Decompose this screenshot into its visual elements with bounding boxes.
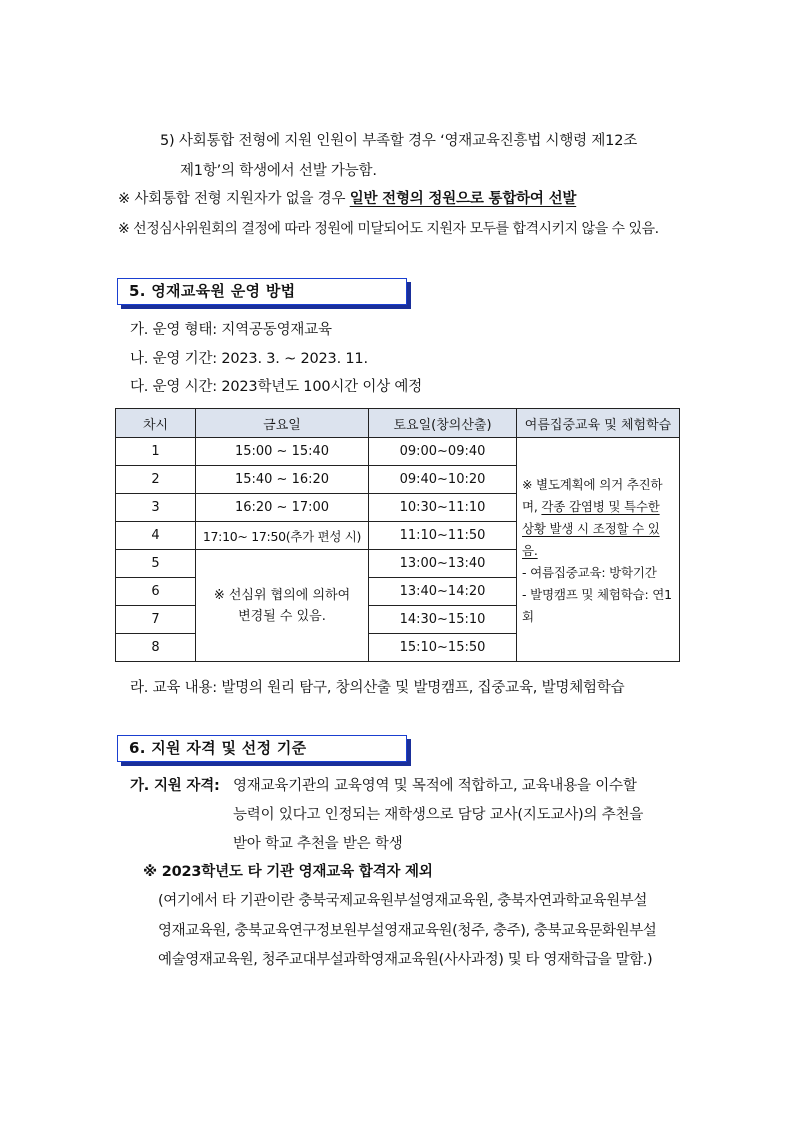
summer-item-2: - 발명캠프 및 체험학습: 연1회 — [522, 587, 672, 624]
cell-session: 1 — [116, 438, 196, 466]
cell-saturday: 09:40~10:20 — [369, 466, 517, 494]
cell-saturday: 10:30~11:10 — [369, 494, 517, 522]
friday-merged-line2: 변경될 수 있음. — [238, 608, 326, 624]
header-summer: 여름집중교육 및 체험학습 — [517, 409, 680, 438]
section6-note: ※ 2023학년도 타 기관 영재교육 합격자 제외 — [143, 864, 433, 880]
cell-friday: 16:20 ~ 17:00 — [196, 494, 369, 522]
cell-saturday: 11:10~11:50 — [369, 522, 517, 550]
cell-saturday: 13:00~13:40 — [369, 550, 517, 578]
friday-merged-note — [196, 550, 369, 662]
section6-ga-line2: 능력이 있다고 인정되는 재학생으로 담당 교사(지도교사)의 추천을 — [233, 807, 644, 823]
section5-na: 나. 운영 기간: 2023. 3. ~ 2023. 11. — [130, 351, 368, 367]
header-friday: 금요일 — [196, 409, 369, 438]
note-selection-committee: ※ 선정심사위원회의 결정에 따라 정원에 미달되어도 지원자 모두를 합격시키지 않을 수 있음. — [118, 221, 659, 237]
section5-heading — [117, 278, 407, 305]
summer-note-underlined: 각종 감염병 및 특수한 상황 발생 시 조정할 수 있음. — [522, 499, 660, 558]
section5-ga: 가. 운영 형태: 지역공동영재교육 — [130, 322, 332, 338]
section6-ga-line3: 받아 학교 추천을 받은 학생 — [233, 836, 403, 852]
summer-note-cell — [517, 438, 680, 662]
summer-item-1: - 여름집중교육: 방학기간 — [522, 565, 657, 580]
table-row — [116, 438, 680, 466]
item5-line2: 제1항’의 학생에서 선발 가능함. — [180, 163, 377, 179]
cell-saturday: 09:00~09:40 — [369, 438, 517, 466]
section6-paren-line2: 영재교육원, 충북교육연구정보원부설영재교육원(청주, 충주), 충북교육문화원부설 — [158, 923, 657, 939]
cell-friday: 15:40 ~ 16:20 — [196, 466, 369, 494]
schedule-table — [115, 408, 680, 662]
note-prefix: ※ 사회통합 전형 지원자가 없을 경우 — [118, 191, 350, 207]
section6-paren-line3: 예술영재교육원, 청주교대부설과학영재교육원(사사과정) 및 타 영재학급을 말함.) — [158, 952, 653, 968]
friday-merged-line1: ※ 선심위 협의에 의하여 — [213, 587, 351, 603]
header-session: 차시 — [116, 409, 196, 438]
cell-session: 6 — [116, 578, 196, 606]
cell-saturday: 13:40~14:20 — [369, 578, 517, 606]
section6-heading — [117, 735, 407, 762]
cell-session: 2 — [116, 466, 196, 494]
summer-note-plain: ※ 별도계획에 의거 추진하며, — [522, 477, 663, 514]
cell-session: 8 — [116, 634, 196, 662]
section5-title: 5. 영재교육원 운영 방법 — [129, 282, 296, 300]
cell-friday: 15:00 ~ 15:40 — [196, 438, 369, 466]
note-social-integration — [118, 189, 576, 209]
section5-da: 다. 운영 시간: 2023학년도 100시간 이상 예정 — [130, 379, 423, 395]
cell-session: 4 — [116, 522, 196, 550]
item5-line1: 5) 사회통합 전형에 지원 인원이 부족할 경우 ‘영재교육진흥법 시행령 제12조 — [160, 133, 638, 149]
cell-saturday: 14:30~15:10 — [369, 606, 517, 634]
section6-ga-line1: 영재교육기관의 교육영역 및 목적에 적합하고, 교육내용을 이수할 — [233, 778, 637, 794]
cell-saturday: 15:10~15:50 — [369, 634, 517, 662]
cell-session: 7 — [116, 606, 196, 634]
section6-ga-label: 가. 지원 자격: — [130, 778, 220, 794]
note-emphasis: 일반 전형의 정원으로 통합하여 선발 — [349, 191, 577, 207]
section6-title: 6. 지원 자격 및 선정 기준 — [129, 739, 307, 757]
section6-paren-line1: (여기에서 타 기관이란 충북국제교육원부설영재교육원, 충북자연과학교육원부설 — [158, 893, 647, 909]
table-header-row — [116, 409, 680, 438]
cell-friday: 17:10~ 17:50(추가 편성 시) — [196, 522, 369, 550]
cell-session: 5 — [116, 550, 196, 578]
header-saturday: 토요일(창의산출) — [369, 409, 517, 438]
section5-ra: 라. 교육 내용: 발명의 원리 탐구, 창의산출 및 발명캠프, 집중교육, 발명체험학습 — [130, 680, 625, 696]
cell-session: 3 — [116, 494, 196, 522]
